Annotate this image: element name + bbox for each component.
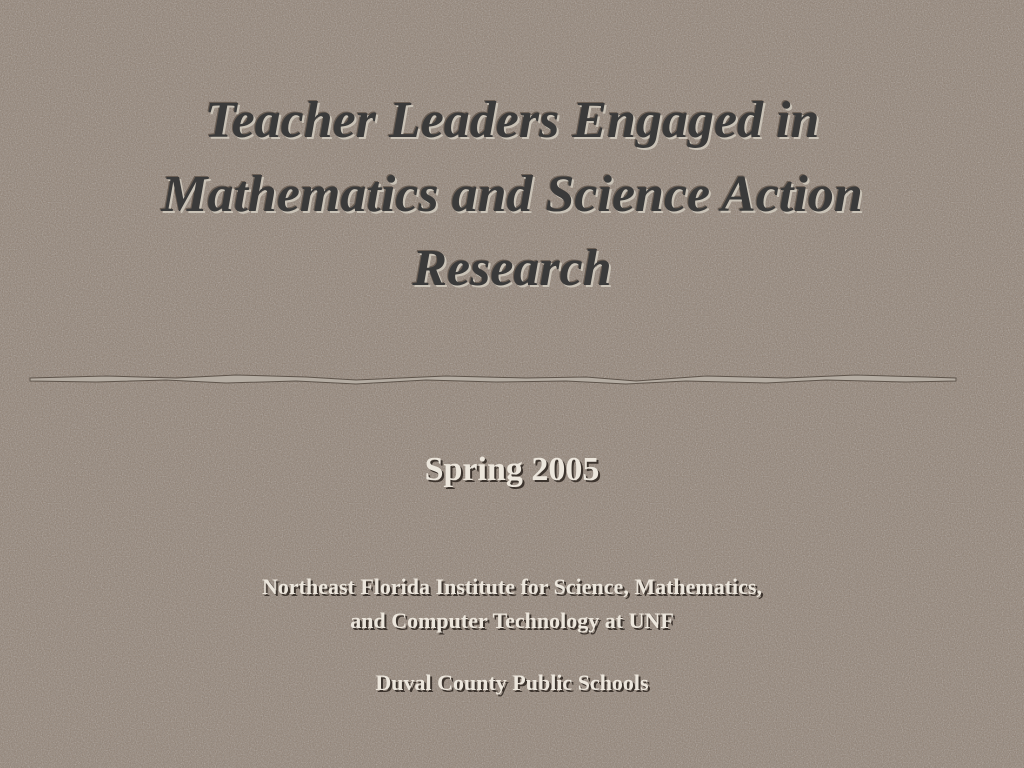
slide-title: [40, 84, 984, 306]
district-name: Duval County Public Schools: [375, 670, 649, 695]
slide-subtitle: Spring 2005: [424, 451, 600, 488]
institute-line: and Computer Technology at UNF: [350, 608, 674, 633]
title-line: Mathematics and Science Action: [161, 166, 863, 223]
institute-name: [0, 570, 1024, 638]
title-line: Teacher Leaders Engaged in: [204, 92, 820, 149]
title-line: Research: [412, 240, 612, 297]
institute-line: Northeast Florida Institute for Science, Mathematics,: [262, 574, 762, 599]
divider-line: [26, 366, 960, 392]
